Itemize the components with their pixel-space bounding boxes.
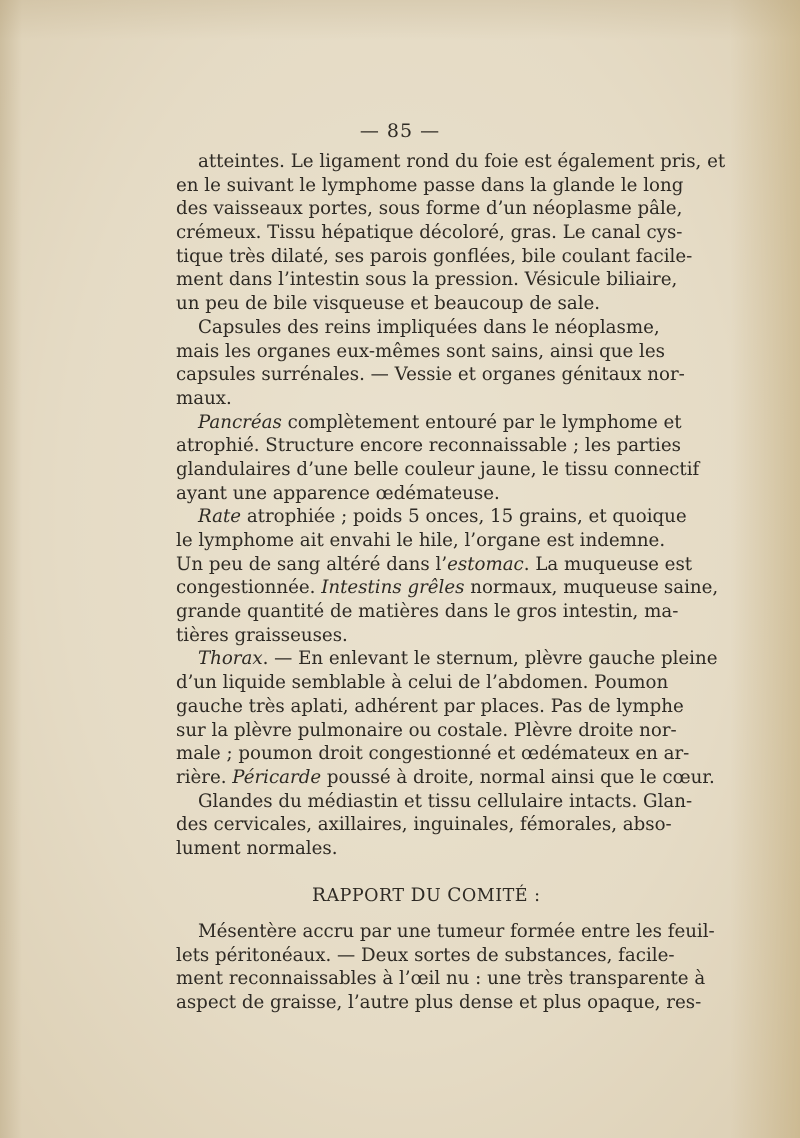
text-run: sur la plèvre pulmonaire ou costale. Plèvre droite nor- bbox=[176, 719, 677, 741]
text-run: congestionnée. bbox=[176, 577, 322, 599]
text-run: d’un liquide semblable à celui de l’abdomen. Poumon bbox=[176, 672, 669, 694]
text-line bbox=[176, 221, 683, 245]
text-run: lets péritonéaux. — Deux sortes de substances, facile- bbox=[176, 944, 675, 966]
text-line bbox=[176, 766, 715, 790]
text-run: un peu de bile visqueuse et beaucoup de sale. bbox=[176, 293, 601, 315]
text-run: crémeux. Tissu hépatique décoloré, gras. Le canal cys- bbox=[176, 222, 683, 244]
text-line bbox=[176, 411, 682, 435]
text-line bbox=[176, 624, 642, 648]
text-line bbox=[176, 150, 726, 174]
text-run: male ; poumon droit congestionné et œdémateux en ar- bbox=[176, 743, 690, 765]
text-run: tique très dilaté, ses parois gonflées, bile coulant facile- bbox=[176, 245, 693, 267]
text-run: capsules surrénales. — Vessie et organes génitaux nor- bbox=[176, 364, 685, 386]
paragraph bbox=[176, 790, 693, 861]
text-line bbox=[176, 316, 660, 340]
text-line bbox=[176, 600, 679, 624]
text-line bbox=[176, 292, 642, 316]
italic-term: Thorax bbox=[198, 648, 263, 670]
text-line bbox=[176, 719, 677, 743]
text-run: des cervicales, axillaires, inguinales, fémorales, abso- bbox=[176, 814, 672, 836]
heading-spacing-after bbox=[176, 908, 642, 920]
paragraph bbox=[176, 316, 685, 411]
text-run: gauche très aplati, adhérent par places. Pas de lymphe bbox=[176, 695, 684, 717]
text-run: des vaisseaux portes, sous forme d’un néoplasme pâle, bbox=[176, 198, 683, 220]
heading-spacing bbox=[176, 861, 642, 885]
text-run: ayant une apparence œdémateuse. bbox=[176, 482, 500, 504]
text-line bbox=[176, 174, 684, 198]
text-line bbox=[176, 553, 693, 577]
italic-term: Intestins grêles bbox=[321, 577, 465, 599]
text-run: atteintes. Le ligament rond du foie est également pris, et bbox=[198, 151, 726, 172]
paragraph bbox=[176, 411, 700, 506]
text-line bbox=[176, 742, 690, 766]
paragraph bbox=[176, 647, 718, 789]
text-run: poussé à droite, normal ainsi que le cœur. bbox=[321, 766, 715, 788]
text-run: glandulaires d’une belle couleur jaune, le tissu connectif bbox=[176, 458, 700, 480]
text-line bbox=[176, 340, 665, 364]
text-line bbox=[176, 991, 702, 1015]
text-run: atrophiée ; poids 5 onces, 15 grains, et quoique bbox=[241, 506, 687, 528]
text-line bbox=[176, 245, 693, 269]
text-run: aspect de graisse, l’autre plus dense et plus opaque, res- bbox=[176, 992, 702, 1014]
paragraph bbox=[176, 150, 726, 316]
section-heading bbox=[176, 884, 642, 908]
text-line bbox=[176, 482, 642, 506]
text-line bbox=[176, 197, 683, 221]
text-run: . La muqueuse est bbox=[523, 553, 693, 575]
heading-rest-3: OMITÉ bbox=[461, 886, 529, 907]
text-line bbox=[176, 967, 706, 991]
text-run: Capsules des reins impliquées dans le néoplasme, bbox=[198, 316, 660, 338]
italic-term: Péricarde bbox=[232, 766, 322, 788]
heading-rest-1: APPORT bbox=[326, 886, 405, 907]
page-stain-right bbox=[730, 0, 800, 1138]
heading-initial-2: D bbox=[410, 885, 426, 907]
heading-rest-2: U bbox=[425, 886, 442, 907]
paragraphs-container bbox=[176, 150, 726, 861]
text-run: mais les organes eux-mêmes sont sains, ainsi que les bbox=[176, 340, 665, 362]
page-shadow-left bbox=[0, 0, 22, 1138]
text-run: lument normales. bbox=[176, 837, 338, 859]
text-line bbox=[176, 647, 718, 671]
text-line bbox=[176, 813, 672, 837]
text-line bbox=[176, 576, 719, 600]
text-line bbox=[176, 837, 642, 861]
text-run: Un peu de sang altéré dans l’ bbox=[176, 553, 448, 575]
text-run: maux. bbox=[176, 387, 232, 409]
text-line bbox=[176, 505, 687, 529]
text-line bbox=[176, 434, 681, 458]
page-number: — 85 — bbox=[359, 120, 441, 142]
text-run: ment dans l’intestin sous la pression. Vésicule biliaire, bbox=[176, 269, 678, 291]
page-shadow-top bbox=[0, 0, 800, 40]
text-run: tières graisseuses. bbox=[176, 624, 348, 646]
text-line bbox=[176, 671, 669, 695]
text-line bbox=[176, 944, 675, 968]
text-line bbox=[176, 363, 685, 387]
heading-colon: : bbox=[528, 886, 541, 907]
text-line bbox=[176, 920, 715, 944]
text-line bbox=[176, 790, 693, 814]
text-run: en le suivant le lymphome passe dans la glande le long bbox=[176, 174, 684, 196]
text-line bbox=[176, 387, 642, 411]
text-run: complètement entouré par le lymphome et bbox=[281, 411, 682, 433]
text-run: Mésentère accru par une tumeur formée entre les feuil- bbox=[198, 921, 715, 942]
paragraph bbox=[176, 505, 719, 647]
text-run: normaux, muqueuse saine, bbox=[464, 577, 719, 599]
body-text bbox=[176, 150, 726, 1015]
italic-term: estomac bbox=[447, 553, 524, 575]
heading-initial-1: R bbox=[312, 885, 327, 907]
text-line bbox=[176, 458, 700, 482]
final-paragraph bbox=[176, 920, 715, 1015]
text-run: rière. bbox=[176, 766, 233, 788]
heading-initial-3: C bbox=[447, 885, 462, 907]
text-run: le lymphome ait envahi le hile, l’organe est indemne. bbox=[176, 530, 666, 551]
italic-term: Pancréas bbox=[198, 411, 282, 433]
text-run: . — En enlevant le sternum, plèvre gauche pleine bbox=[262, 648, 718, 670]
text-line bbox=[176, 695, 684, 719]
text-run: atrophié. Structure encore reconnaissable ; les parties bbox=[176, 435, 681, 457]
text-run: ment reconnaissables à l’œil nu : une très transparente à bbox=[176, 968, 706, 990]
text-line bbox=[176, 268, 678, 292]
text-line bbox=[176, 529, 666, 553]
text-run: Glandes du médiastin et tissu cellulaire intacts. Glan- bbox=[198, 790, 693, 812]
italic-term: Rate bbox=[198, 506, 242, 528]
text-run: grande quantité de matières dans le gros intestin, ma- bbox=[176, 601, 679, 623]
